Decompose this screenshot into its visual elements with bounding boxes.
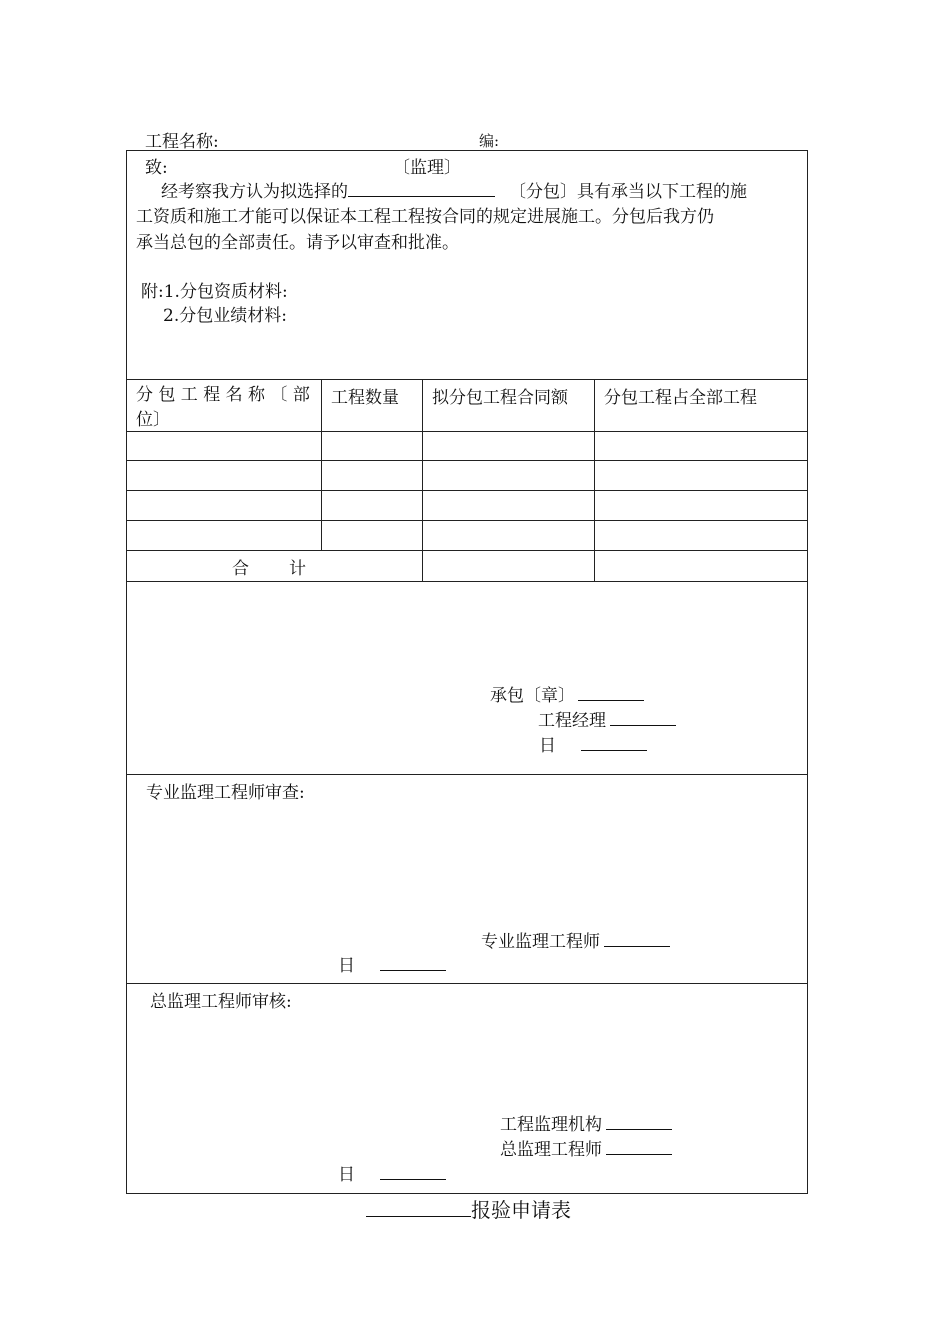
table-header-contract-amount: 拟分包工程合同额	[432, 388, 568, 408]
contractor-date-row	[539, 731, 647, 756]
contractor-seal-blank[interactable]	[578, 683, 644, 701]
attachment-1: 附:1.分包资质材料:	[141, 282, 288, 302]
header-col1-line2: 位〕	[136, 410, 170, 430]
number-label: 编:	[479, 132, 500, 150]
form-title: 报验申请表	[471, 1198, 571, 1222]
project-manager-label: 工程经理	[538, 711, 606, 731]
header-col1-line1: 分 包 工 程 名 称 〔 部	[136, 385, 310, 405]
form-title-blank[interactable]	[366, 1197, 471, 1217]
divider-intro-table	[126, 379, 808, 380]
table-col-divider-2	[422, 379, 423, 581]
project-name-label: 工程名称:	[145, 132, 219, 152]
table-header-subcontract-name	[136, 383, 310, 433]
divider-contractor-section	[126, 774, 808, 775]
chief-engineer-label: 总监理工程师	[500, 1140, 602, 1160]
form-title-row	[366, 1194, 571, 1223]
subcontractor-blank[interactable]	[348, 179, 495, 197]
engineer-review-title: 专业监理工程师审查:	[146, 783, 305, 803]
contractor-date-label: 日	[539, 736, 556, 756]
engineer-sign-label: 专业监理工程师	[481, 932, 600, 952]
project-manager-blank[interactable]	[610, 708, 676, 726]
contractor-seal-label: 承包〔章〕	[490, 686, 575, 706]
chief-engineer-row	[500, 1135, 672, 1160]
supervision-org-blank[interactable]	[606, 1112, 672, 1130]
table-col-divider-1	[321, 379, 322, 550]
intro-paragraph-line3: 承当总包的全部责任。请予以审查和批准。	[136, 233, 459, 253]
to-label: 致:	[145, 158, 168, 178]
divider-row-2	[126, 490, 808, 491]
intro-line1-end: 〔分包〕具有承当以下工程的施	[509, 182, 747, 202]
project-manager-row	[538, 706, 676, 731]
supervision-org-row	[500, 1110, 672, 1135]
intro-line1-start: 经考察我方认为拟选择的	[161, 182, 348, 202]
contractor-seal-row	[490, 681, 644, 706]
attachment-2: 2.分包业绩材料:	[163, 306, 287, 326]
engineer-sign-blank[interactable]	[604, 929, 670, 947]
divider-row-3	[126, 520, 808, 521]
table-header-quantity: 工程数量	[331, 388, 399, 408]
engineer-date-row	[338, 951, 446, 976]
chief-date-row	[338, 1160, 446, 1185]
engineer-date-label: 日	[338, 956, 355, 976]
chief-engineer-blank[interactable]	[606, 1137, 672, 1155]
divider-total-row	[126, 581, 808, 582]
intro-paragraph-line1	[161, 177, 747, 202]
supervision-org-label: 工程监理机构	[500, 1115, 602, 1135]
table-header-percentage: 分包工程占全部工程	[604, 388, 757, 408]
engineer-date-blank[interactable]	[380, 953, 446, 971]
divider-engineer-section	[126, 983, 808, 984]
engineer-sign-row	[481, 927, 670, 952]
intro-paragraph-line2: 工资质和施工才能可以保证本工程工程按合同的规定进展施工。分包后我方仍	[136, 207, 714, 227]
table-col-divider-3	[594, 379, 595, 581]
divider-row-4	[126, 550, 808, 551]
divider-row-1	[126, 460, 808, 461]
chief-date-blank[interactable]	[380, 1162, 446, 1180]
chief-review-title: 总监理工程师审核:	[150, 992, 292, 1012]
supervisor-label: 〔监理〕	[393, 158, 461, 178]
chief-date-label: 日	[338, 1165, 355, 1185]
table-total-label: 合 计	[232, 559, 308, 579]
contractor-date-blank[interactable]	[581, 733, 647, 751]
